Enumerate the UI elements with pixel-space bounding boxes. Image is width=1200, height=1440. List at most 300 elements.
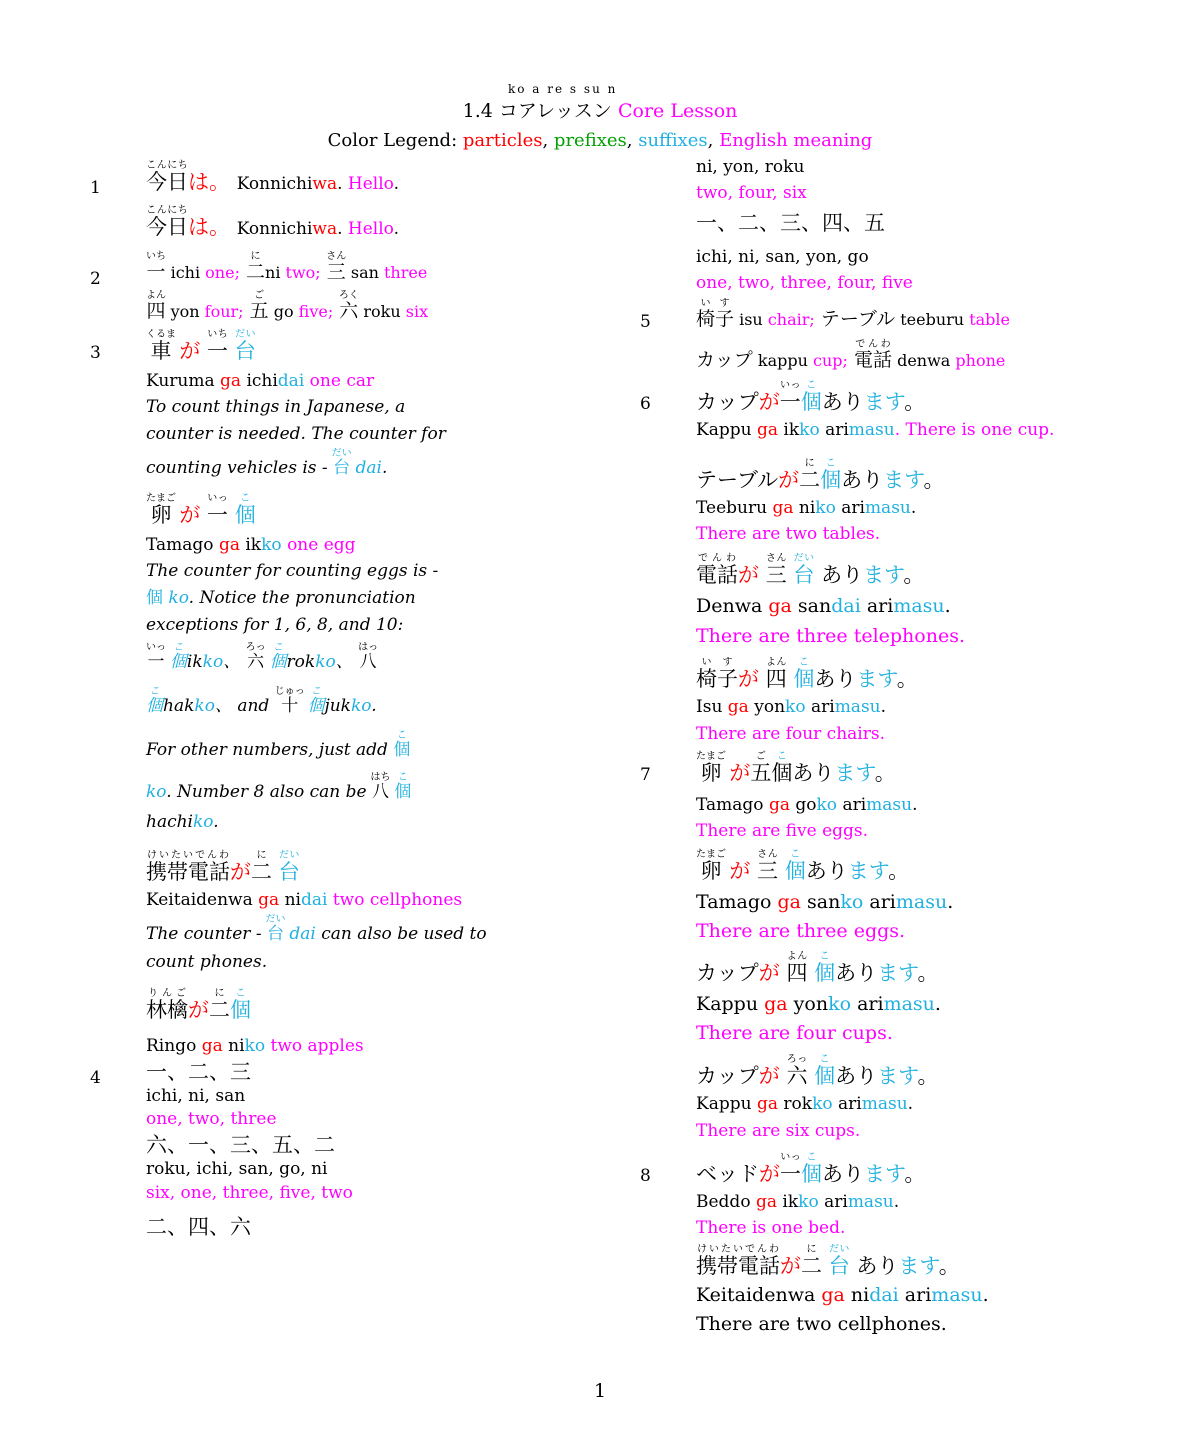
note-text: can also be used to [315,923,487,944]
counter [793,553,815,588]
romaji [146,368,560,394]
suffix: ます [883,467,924,492]
legend-sep: , [542,130,554,151]
kanji-text: 四 [146,299,166,322]
kanji-text: 個 [814,1064,836,1089]
furigana: いっ [779,380,801,392]
note-line: counter is needed. The counter for [146,424,446,445]
verb: あり [805,858,848,883]
suffix: ko [244,1036,266,1057]
punct: 。 [917,1064,939,1089]
kanji [326,250,347,283]
punct: 。 [938,1253,960,1278]
english: There are three eggs. [696,920,906,943]
suffix: ます [856,667,897,692]
furigana: こ [820,457,842,469]
counter [307,685,325,716]
kanji [146,289,166,322]
furigana: だい [828,1243,850,1255]
kanji-text: 二 [246,260,266,283]
particle: ga [727,697,749,718]
verb: あり [814,667,857,692]
particle: ga [201,1036,223,1057]
kanji [779,380,801,415]
romaji: hak [163,695,195,716]
noun: カップ [696,390,759,415]
kanji [245,641,266,672]
english: There are six cups. [696,1120,861,1141]
kanji-text: 卵 [696,760,726,785]
furigana: こんにち [146,160,188,171]
sentence [146,329,560,362]
kanji [207,492,229,527]
suffix: dai [869,1283,899,1306]
verb: あり [835,1064,878,1089]
kanji-text: 電話 [696,563,738,588]
furigana: いっ [146,641,166,653]
furigana: たまご [696,848,726,860]
furigana: はち [370,772,391,784]
romaji-text: Keitaidenwa [696,1283,822,1306]
item-number: 1 [90,178,101,198]
sentence [696,657,1160,690]
romaji: ichi [165,262,206,282]
punct: 。 [903,563,925,588]
counter [828,1243,850,1278]
romaji: teeburu [895,310,970,330]
punct: . [982,1283,989,1306]
suffix: dai [300,890,328,911]
furigana: でんわ [853,339,892,351]
romaji-text: Kappu [696,992,765,1015]
suffix: masu [847,1192,894,1213]
romaji-text: ni [222,1036,245,1057]
furigana: だい [793,553,815,565]
punct: . [337,174,348,194]
kanji-text: 一 [207,502,229,527]
romaji-text: Keitaidenwa [146,890,259,911]
particle: ga [218,534,240,555]
romaji: san [345,262,384,282]
particle: ga [821,1283,845,1306]
kanji [338,289,359,322]
kanji-text: 林檎 [146,998,188,1023]
suffix: ko [350,695,372,716]
particle: が [758,390,780,415]
section-number: 1.4 [462,100,493,122]
kanji [358,641,379,672]
kanji [757,848,779,883]
romaji-text: ari [805,697,835,718]
suffix: masu [883,992,935,1015]
romaji: ichi, ni, san, yon, go [696,246,869,267]
counter [234,328,256,363]
romaji: rok [286,651,316,672]
note-line [146,585,560,612]
verb: あり [822,1162,864,1187]
kanji-text: 個 [801,1162,822,1187]
note-text: counting vehicles is - [146,458,334,479]
suffix: masu [864,497,911,518]
romaji-text: ari [860,595,894,618]
furigana: だい [265,913,286,925]
english: table [969,310,1010,330]
particle: ga [768,595,792,618]
particle: ga [258,890,280,911]
punct: 、 [335,651,359,672]
romaji-text: san [801,890,841,913]
kanji [146,160,188,194]
kanji [146,850,230,885]
kanji-text: 一 [207,338,229,363]
furigana: こ [230,988,251,1000]
note-text: . Notice the pronunciation [188,588,416,609]
item-number: 4 [90,1067,101,1088]
suffix: masu [866,794,913,815]
punct: . [947,890,954,913]
sentence [696,751,1160,784]
kanji-text: 四 [765,667,787,692]
english: three [384,262,428,282]
english: one, two, three, four, five [696,273,913,294]
note-line [146,772,560,809]
kanji-text: 一 [779,390,801,415]
sentence [696,298,1160,329]
english: four; [204,301,244,321]
suffix: ko [163,588,189,609]
counter [394,772,412,803]
title-english: Core Lesson [617,100,738,122]
kanji-text: 今日 [146,170,188,194]
furigana: けいたいでんわ [146,850,230,862]
furigana: いっ [780,1152,801,1164]
furigana: に [799,457,821,469]
noun: テーブル [696,467,779,492]
kanji [146,988,188,1023]
english: two; [285,262,321,282]
romaji-text: Denwa [696,595,769,618]
romaji [146,1033,560,1059]
kanji-text: 台 [828,1253,850,1278]
suffix: ko [261,534,282,555]
counter [393,729,411,760]
kanji-text: 四 [786,960,808,985]
kanji-text: 二 [801,1253,822,1278]
kanji-text: 二 [209,998,230,1023]
furigana: いち [207,328,229,340]
item-5 [640,298,1160,370]
suffix: ko [799,420,820,441]
furigana: こ [800,380,822,392]
romaji [696,592,1160,621]
particle: は。 [188,215,230,240]
particle: が [179,338,201,363]
sentence [146,205,560,242]
suffix: ます [898,1253,939,1278]
note-text: . Number 8 also can be [166,782,372,803]
kanji-text: 椅子 [696,308,735,331]
kanji-text: 個 [269,651,287,672]
kanji [246,250,266,283]
english: There are two tables. [696,524,881,545]
english: There are two cellphones. [696,1313,947,1336]
english: one; [205,262,240,282]
english: There are five eggs. [696,821,869,842]
sentence [696,1244,1160,1277]
romaji-text: ari [837,794,867,815]
romaji-text: Konnichi [236,219,313,240]
romaji-text: yon [787,992,829,1015]
suffix: masu [834,697,881,718]
punct: . [213,812,219,833]
item-6 [640,380,1160,747]
romaji-text: ari [818,1192,848,1213]
sentence [696,380,1160,413]
particle: ga [777,890,802,913]
furigana: いす [696,657,738,669]
furigana: いち [146,250,166,262]
sentence [696,849,1160,882]
particle: が [738,563,759,588]
english: two apples [265,1036,364,1057]
romaji: ni, yon, roku [696,157,805,177]
furigana: よん [765,657,787,669]
furigana: こ [234,492,256,504]
romaji: isu [734,310,768,330]
kanji-text: 五 [750,760,772,785]
kanji-text: 個 [394,782,412,803]
romaji [237,174,399,194]
note-line: exceptions for 1, 6, 8, and 10: [146,615,404,636]
counter [265,913,286,944]
item-1 [90,160,560,243]
suffix: ko [146,782,167,803]
sentence [696,553,1160,586]
kanji-text: 三 [757,858,779,883]
kanji-text: 一 [780,1162,801,1187]
item-number: 8 [640,1166,651,1187]
note-text: For other numbers, just add [146,739,394,760]
furigana: たまご [696,750,726,762]
sentence [146,988,560,1021]
romaji-text: ari [832,1094,862,1115]
counter [814,950,836,985]
english: Hello [347,219,394,240]
kanji [207,328,229,363]
suffix: masu [931,1283,983,1306]
counter [800,380,822,415]
sentence [696,951,1160,984]
kanji [696,657,738,692]
romaji-text: san [791,595,832,618]
furigana: こ [814,950,836,962]
furigana: こ [394,772,412,784]
legend-sep: , [626,130,639,151]
furigana: こんにち [146,205,188,217]
romaji-text: go [789,794,817,815]
romaji-text: Tamago [146,534,219,555]
particle: が [230,860,251,885]
romaji [696,990,1160,1019]
kanji [696,848,726,883]
english: one egg [281,534,356,555]
note-line [146,914,560,951]
english: five; [298,301,334,321]
punct: . [907,1094,914,1115]
furigana: こ [793,657,815,669]
counter [820,457,842,492]
particle: が [759,1162,780,1187]
furigana: こ [784,848,806,860]
furigana: さん [326,250,347,262]
sentence [696,1152,1160,1185]
sentence [696,458,1160,491]
furigana: ご [750,750,772,762]
item-number: 7 [640,764,651,785]
kanji-text: 六 [786,1064,808,1089]
gap [90,243,560,249]
kanji-text: 個 [820,467,842,492]
furigana: じゅっ [274,685,305,697]
romaji-text: ari [898,1283,932,1306]
exception [274,685,377,716]
kanji-text: 五 [249,299,269,322]
punct: . [393,219,400,240]
number-line [146,290,560,321]
romaji [696,694,1160,720]
romaji-text: Isu [696,697,728,718]
romaji: ichi, ni, san [146,1085,246,1106]
punct: 。 [904,390,926,415]
furigana: だい [234,328,256,340]
kanji [786,1054,808,1089]
kanji [146,641,166,672]
furigana: でんわ [696,553,738,565]
romaji-text: Beddo [696,1192,756,1213]
kanji-text: 電話 [853,349,892,372]
suffix: ます [877,960,918,985]
furigana: さん [757,848,779,860]
english: two cellphones [327,890,463,911]
katakana: カップ [696,349,753,372]
romaji: go [268,301,299,321]
romaji-text: ik [777,420,800,441]
romaji-text: Kappu [696,1094,757,1115]
particle: ga [768,794,790,815]
verb: あり [856,1253,899,1278]
kanji [146,250,166,283]
punct: 。 [888,858,910,883]
romaji-text: Ringo [146,1036,202,1057]
romaji-text: ni [279,890,301,911]
kanji [801,1243,822,1278]
furigana: いっ [207,492,229,504]
furigana: よん [146,289,166,301]
kanji [696,298,735,331]
romaji: denwa [891,351,956,371]
english: two, four, six [696,183,807,204]
romaji-text: Kuruma [146,370,221,391]
kanji [146,492,176,527]
romaji-text: Tamago [696,890,778,913]
sentence: 一、二、三 [146,1059,251,1084]
kanji-text: 個 [814,960,836,985]
furigana: りんご [146,988,188,1000]
kanji-text: 台 [331,458,352,479]
furigana: こ [814,1054,836,1066]
kanji-text: 台 [265,923,286,944]
item-number: 2 [90,268,101,289]
kanji [274,685,305,716]
kanji [696,1243,780,1278]
suffix: ko [785,697,806,718]
item-7 [640,751,1160,1144]
furigana: に [801,1243,822,1255]
english: six, one, three, five, two [146,1182,353,1203]
kanji [786,950,808,985]
item-8 [640,1152,1160,1340]
punct: . [337,219,348,240]
kanji-text: 個 [146,695,163,716]
counter [269,641,287,672]
furigana: ろっ [245,641,266,653]
romaji-text: Kappu [696,420,757,441]
furigana: こ [801,1152,822,1164]
romaji [146,532,560,558]
english: There is one bed. [696,1218,846,1239]
romaji: ni [265,262,286,282]
english: one car [304,370,375,391]
kanji-text: 個 [800,390,822,415]
furigana: はっ [358,641,379,653]
furigana: こ [393,729,411,741]
suffix: ko [828,992,852,1015]
item-number: 5 [640,312,651,333]
english: There are four cups. [696,1021,893,1044]
page-number: 1 [593,1380,607,1402]
furigana: に [251,850,272,862]
suffix: masu [861,1094,908,1115]
legend-particles: particles [462,130,543,151]
right-column [640,154,1160,1340]
particle: wa [312,219,338,240]
counter [771,750,793,785]
kanji-text: 台 [793,563,815,588]
counter [814,1054,836,1089]
particle: ga [755,1192,777,1213]
suffix: ます [864,1162,905,1187]
item-3 [90,329,560,1060]
verb: あり [821,390,864,415]
kanji-text: 十 [274,695,305,716]
kanji-text: 椅子 [696,667,738,692]
romaji [146,887,560,913]
note-line [146,809,560,836]
sentence [146,493,560,526]
english: cup; [813,351,848,371]
kanji [750,750,772,785]
kanji-text: 三 [326,260,347,283]
romaji-text: Tamago [696,794,769,815]
counter [146,685,163,716]
kanji [249,289,269,322]
romaji-text: yon [748,697,786,718]
punct: 。 [917,960,939,985]
particle: ga [772,497,794,518]
romaji: yon [165,301,205,321]
note-line: The counter for counting eggs is - [146,560,439,581]
verb: あり [792,760,835,785]
